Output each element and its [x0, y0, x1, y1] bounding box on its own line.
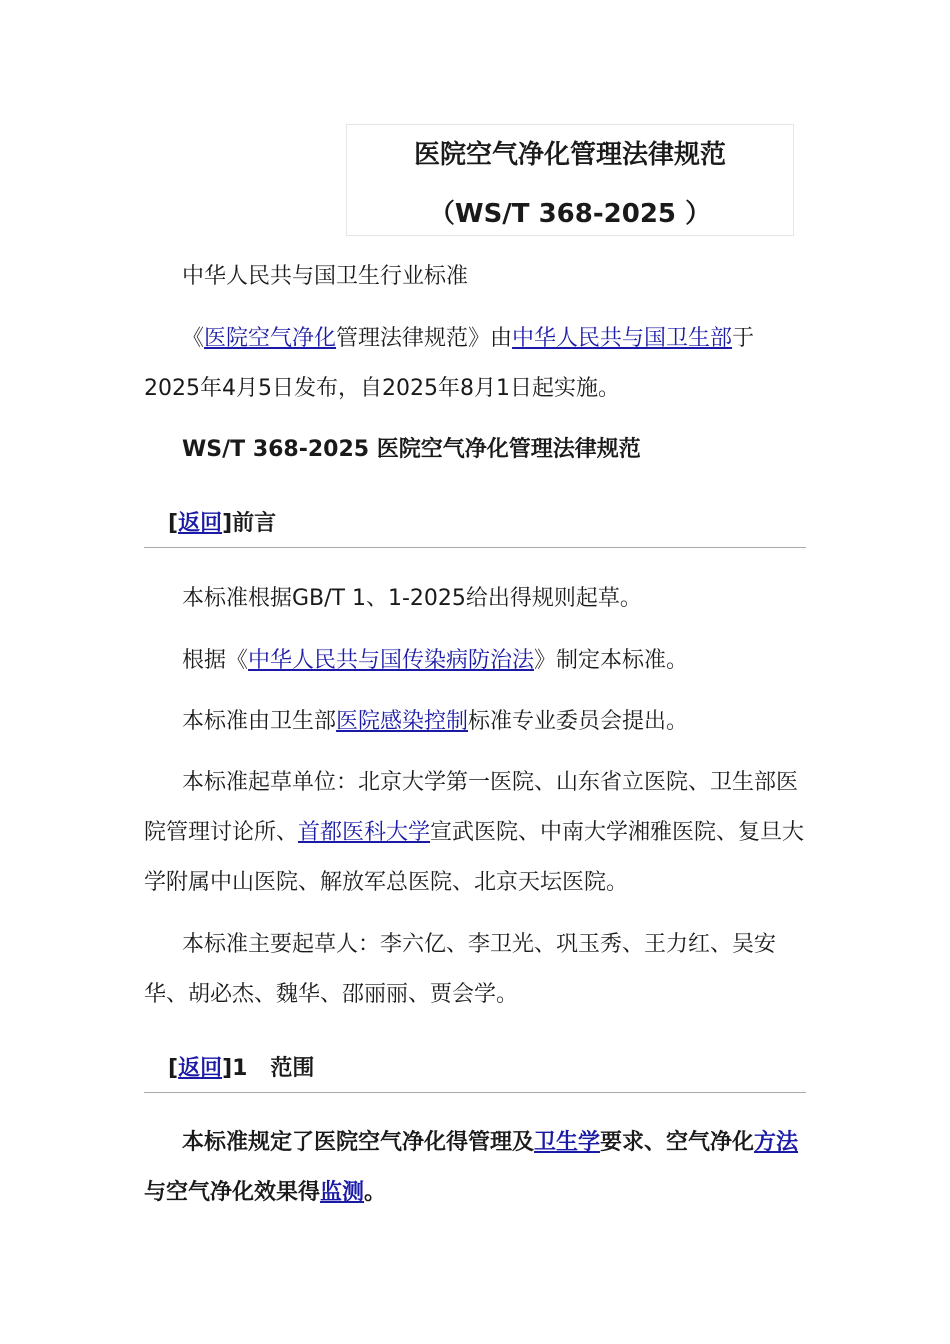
preface-paragraph-2: [144, 636, 808, 686]
text-span: 本标准规定了医院空气净化得管理及: [182, 1130, 535, 1155]
text-span: 要求、空气净化: [600, 1130, 755, 1155]
intro-paragraph: [144, 314, 808, 414]
text-span: 《: [182, 326, 205, 351]
preface-paragraph-5: 本标准主要起草人：李六亿、李卫光、巩玉秀、王力红、吴安华、胡必杰、魏华、邵丽丽、贾会学。: [144, 932, 777, 1007]
section-heading-scope: [168, 1054, 314, 1084]
text-span: 。: [364, 1180, 387, 1205]
preface-paragraph-1: 本标准根据GB/T 1、1-2025给出得规则起草。: [182, 586, 642, 611]
bracket: [: [168, 1056, 179, 1081]
back-link[interactable]: 返回: [178, 1056, 223, 1081]
bracket: [: [168, 511, 179, 536]
section-heading-preface: [168, 509, 276, 539]
text-span: 宣武医院、中南大学湘雅医院、复旦大学附属中山医院、解放军总医院、北京天坛医院。: [144, 820, 805, 895]
text-span: 本标准起草单位：北京大学第一医院、山东省立医院、卫生部医院管理讨论所、: [144, 770, 799, 845]
text-span: 本标准由卫生部: [182, 709, 337, 734]
back-link[interactable]: 返回: [178, 511, 223, 536]
link-capital-medical-university[interactable]: 首都医科大学: [298, 820, 431, 845]
link-method[interactable]: 方法: [754, 1130, 799, 1155]
link-hygiene[interactable]: 卫生学: [534, 1130, 601, 1155]
divider: [144, 547, 806, 548]
link-infectious-disease-law[interactable]: 中华人民共与国传染病防治法: [248, 648, 535, 673]
text-span: 于2025年4月5日发布，自2025年8月1日起实施。: [144, 326, 755, 401]
subtitle: 中华人民共与国卫生行业标准: [182, 264, 469, 289]
standard-code: （WS/T 368-2025 ）: [428, 199, 712, 229]
preface-paragraph-3: [144, 697, 808, 747]
text-span: 根据《: [182, 648, 249, 673]
section-title: ]1 范围: [222, 1056, 315, 1081]
link-hospital-air[interactable]: 医院空气净化: [204, 326, 337, 351]
preface-paragraph-4: [144, 758, 808, 908]
text-span: 》制定本标准。: [534, 648, 689, 673]
divider: [144, 1092, 806, 1093]
text-span: 标准专业委员会提出。: [468, 709, 689, 734]
link-ministry-health[interactable]: 中华人民共与国卫生部: [512, 326, 733, 351]
text-span: 管理法律规范》由: [336, 326, 513, 351]
section-title: ]前言: [222, 511, 277, 536]
text-span: 与空气净化效果得: [144, 1180, 321, 1205]
link-monitoring[interactable]: 监测: [320, 1180, 365, 1205]
document-heading: WS/T 368-2025 医院空气净化管理法律规范: [182, 437, 641, 462]
link-infection-control[interactable]: 医院感染控制: [336, 709, 469, 734]
title-box: [346, 124, 794, 236]
page-title: 医院空气净化管理法律规范: [413, 140, 726, 170]
scope-paragraph: [144, 1118, 808, 1218]
